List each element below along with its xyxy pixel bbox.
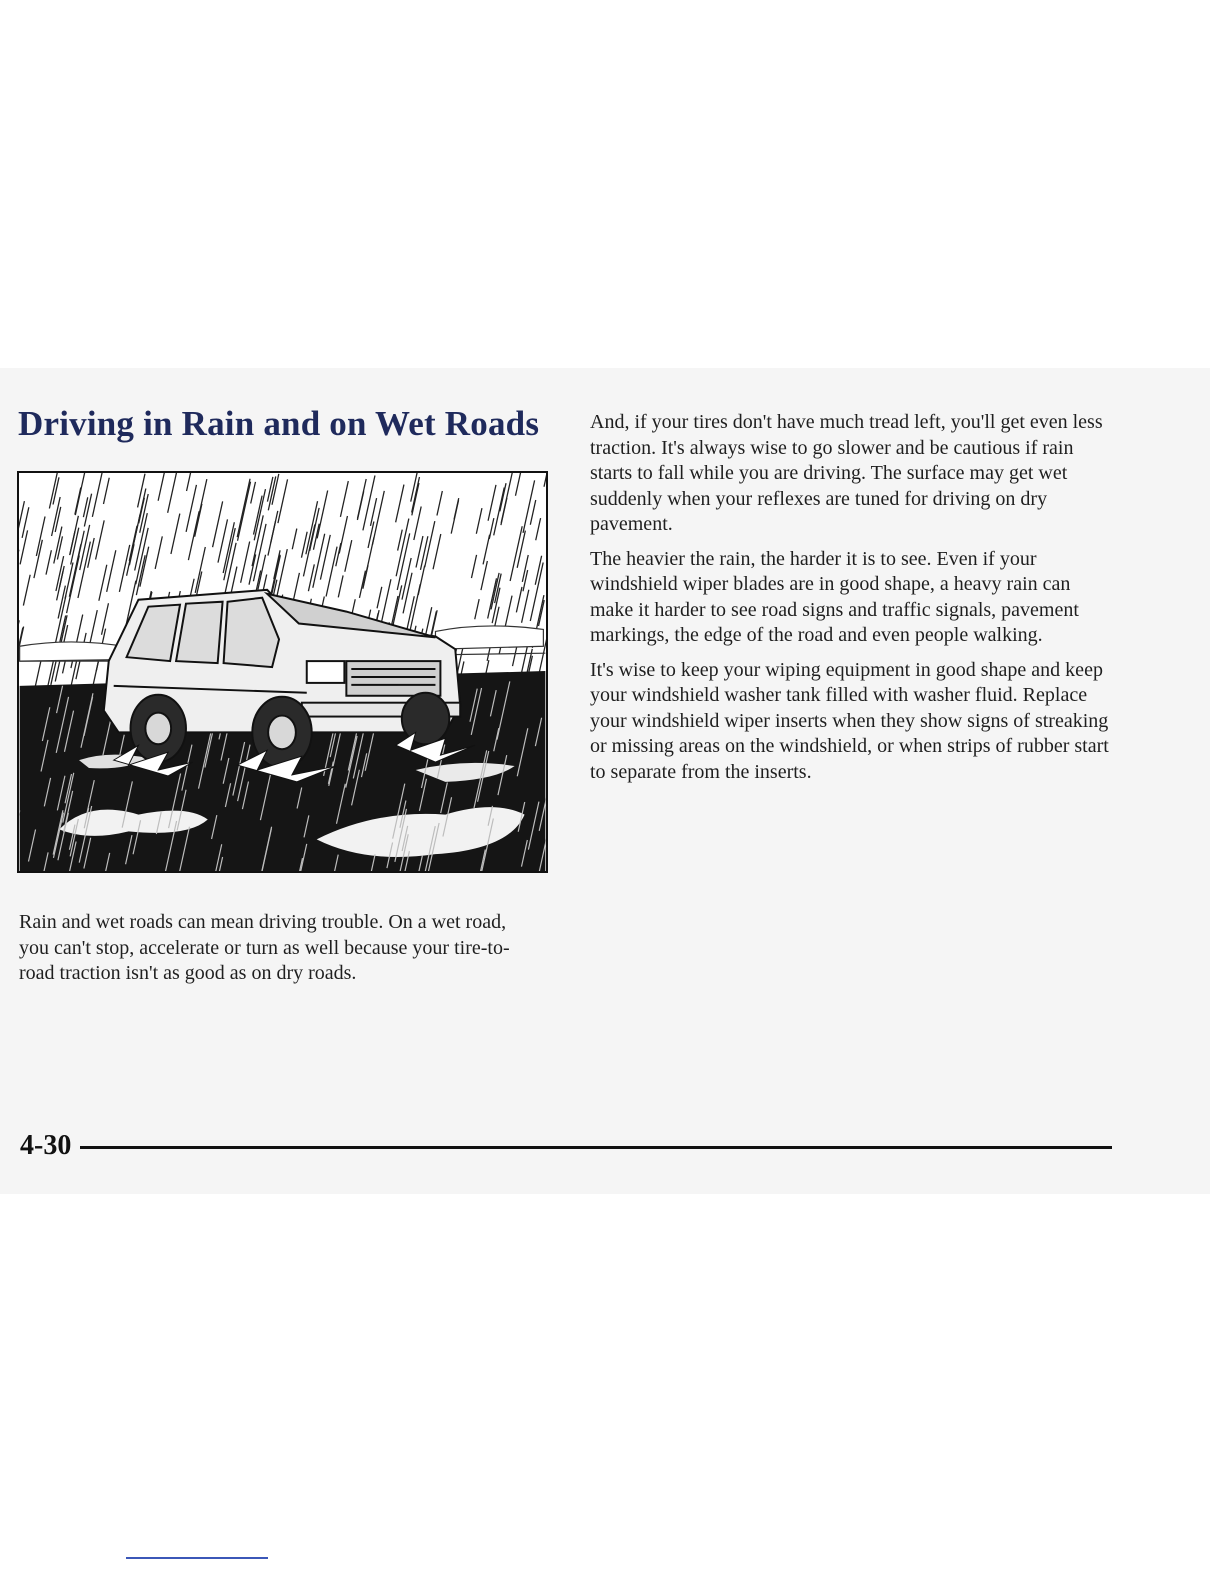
footer-rule bbox=[80, 1146, 1112, 1149]
intro-paragraph: Rain and wet roads can mean driving trouble. On a wet road, you can't stop, accelerate or turn as well because your tire-to-road traction isn't as good as on dry roads. bbox=[19, 911, 510, 984]
paragraph-visibility: The heavier the rain, the harder it is to see. Even if your windshield wiper blades are in good shape, a heavy rain can make it harder to see road signs and traffic signals, pavement markings, the edge of the road and even people walking. bbox=[590, 547, 1079, 646]
right-column bbox=[590, 410, 1110, 794]
paragraph-traction: And, if your tires don't have much tread left, you'll get even less traction. It's always wise to go slower and be cautious if rain starts to fall while you are driving. The surface may get wet suddenly when your reflexes are tuned for driving on dry pavement. bbox=[590, 411, 1103, 535]
section-title: Driving in Rain and on Wet Roads bbox=[18, 404, 540, 443]
suv-in-rain-illustration bbox=[17, 471, 548, 873]
page-number: 4-30 bbox=[20, 1130, 72, 1161]
paragraph-wiper-maintenance: It's wise to keep your wiping equipment in good shape and keep your windshield washer tank filled with washer fluid. Replace your windshield wiper inserts when they show signs of streaking or missing areas on the windshield, or when strips of rubber start to separate from the inserts. bbox=[590, 658, 1109, 783]
link-underline bbox=[126, 1557, 268, 1559]
